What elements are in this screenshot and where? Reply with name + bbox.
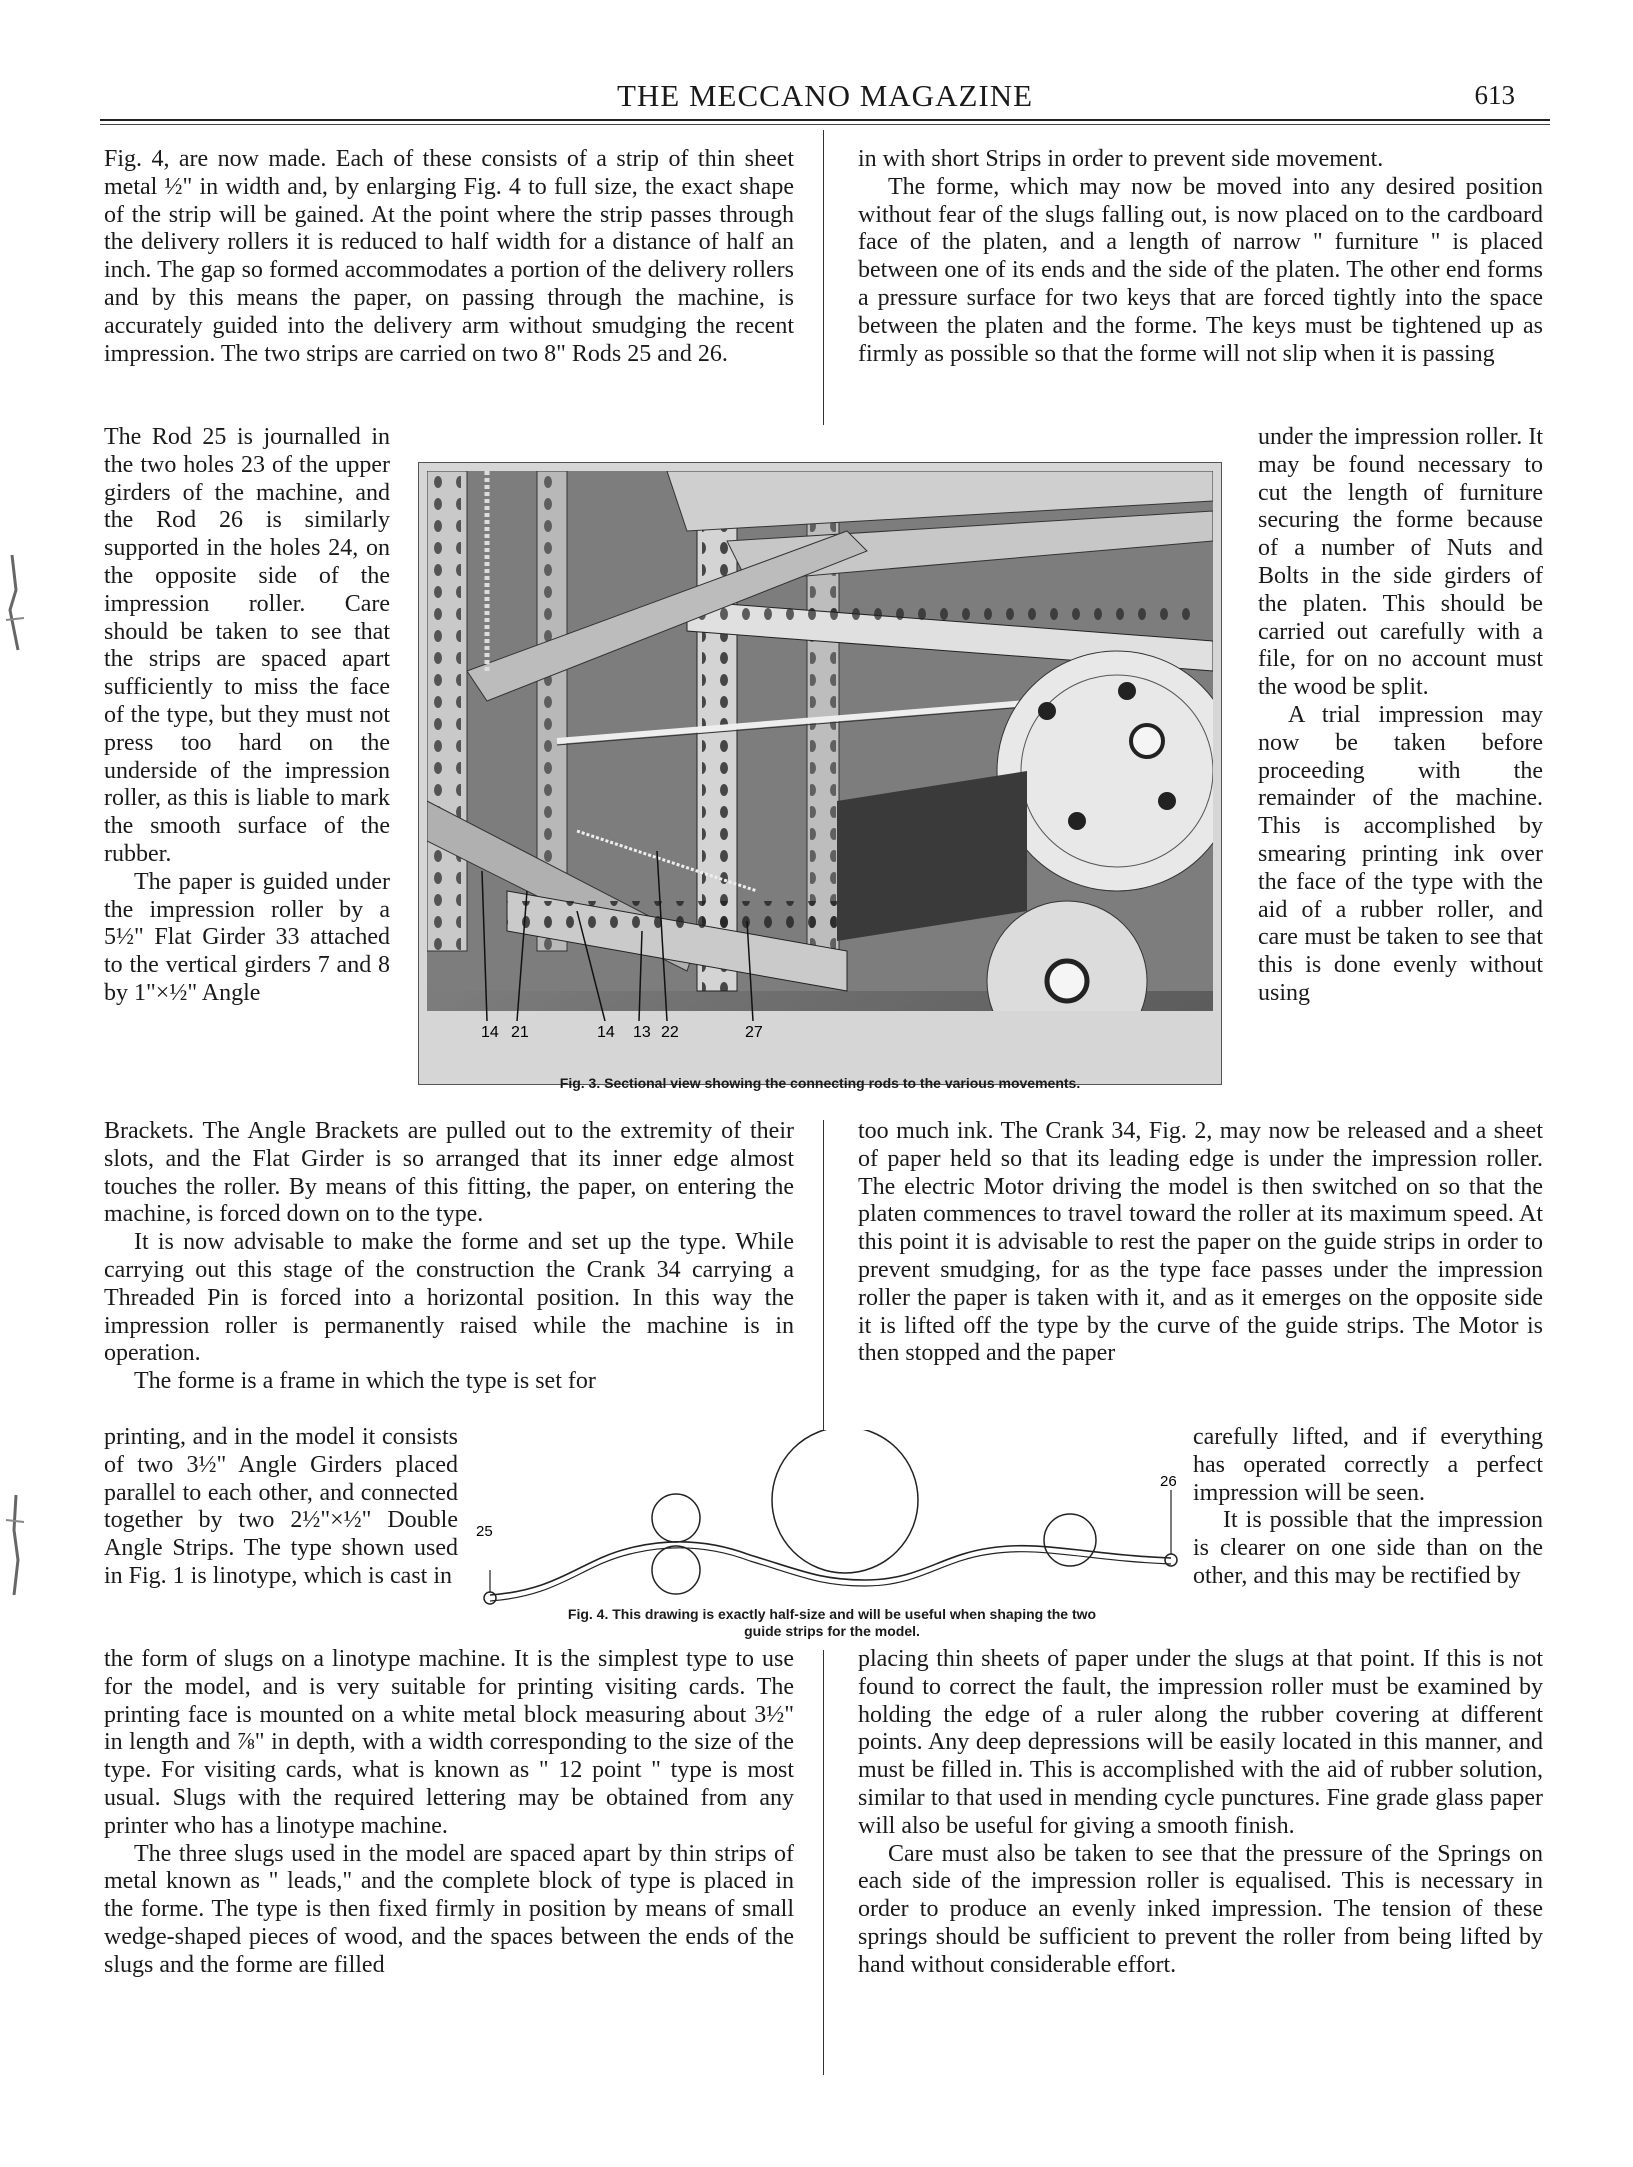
callout-label: 27 — [745, 1024, 763, 1041]
paragraph: printing, and in the model it consists of two 3½" Angle Girders placed parallel to each other, and connected together by two 2½"×½" Double Angle Strips. The type shown used in Fig. 1 is linotype, which is cast in — [104, 1424, 458, 1589]
callout-label: 14 — [481, 1024, 499, 1041]
header-rule-thin — [100, 124, 1550, 125]
paragraph: It is now advisable to make the forme and set up the type. While carrying out this stage of the construction the Crank 34 carrying a Threaded Pin is forced into a horizontal position. In this way the impression roller is permanently raised while the machine is in operation. — [104, 1229, 794, 1367]
delivery-roller-lower — [652, 1546, 700, 1594]
column1-beside-fig3-text — [104, 424, 390, 1008]
paragraph: A trial impression may now be taken before proceeding with the remainder of the machine. This is accomplished by smearing printing ink over the face of the type with the aid of a rubber roller, and care must be taken to see that this is done evenly without using — [1258, 701, 1543, 1006]
figure-4-caption — [472, 1606, 1192, 1640]
paragraph: Care must also be taken to see that the pressure of the Springs on each side of the impression roller is equalised. This is necessary in order to produce an evenly inked impression. The tension of these springs should be sufficient to prevent the roller from being lifted by hand without considerable effort. — [858, 1840, 1543, 1978]
column2-beside-fig4-text — [1193, 1424, 1543, 1591]
column-divider-top — [823, 130, 824, 425]
paragraph: The paper is guided under the impression roller by a 5½" Flat Girder 33 attached to the vertical girders 7 and 8 by 1"×½" Angle — [104, 868, 390, 1006]
figure-4-caption-line: guide strips for the model. — [744, 1623, 920, 1639]
rod-25-label: 25 — [476, 1523, 493, 1540]
column2-beside-fig3-text — [1258, 424, 1543, 1008]
paragraph: under the impression roller. It may be found necessary to cut the length of furniture securing the forme because of a number of Nuts and Bolts in the side girders of the platen. This should be carried out carefully with a file, for on no account must the wood be split. — [1258, 424, 1543, 701]
callout-label: 22 — [661, 1024, 679, 1041]
column2-middle-text — [858, 1118, 1543, 1368]
impression-roller — [772, 1430, 918, 1573]
column1-middle-text — [104, 1118, 794, 1396]
paragraph: the form of slugs on a linotype machine. It is the simplest type to use for the model, and is very suitable for printing visiting cards. The printing face is mounted on a white metal block measuring about 3½" in length and ⅞" in depth, with a width corresponding to the size of the type. For visiting cards, what is known as " 12 point " type is most usual. Slugs with the required lettering may be obtained from any printer who has a linotype machine. — [104, 1646, 794, 1839]
column1-top-text — [104, 146, 794, 368]
column-divider-middle — [823, 1120, 824, 1430]
binding-mark — [4, 550, 30, 660]
figure-3-caption: Fig. 3. Sectional view showing the connecting rods to the various movements. — [559, 1075, 1081, 1091]
column-divider-bottom — [823, 1650, 824, 2075]
page-header — [100, 78, 1550, 118]
callout-label: 14 — [597, 1024, 615, 1041]
callout-label: 13 — [633, 1024, 651, 1041]
paragraph: carefully lifted, and if everything has operated correctly a perfect impression will be seen. — [1193, 1424, 1543, 1506]
magazine-title: THE MECCANO MAGAZINE — [616, 78, 1034, 113]
paragraph: in with short Strips in order to prevent side movement. — [858, 146, 1384, 172]
mechanism-photo — [427, 471, 1213, 1043]
paragraph: The Rod 25 is journalled in the two holes 23 of the upper girders of the machine, and the Rod 26 is similarly supported in the holes 24, on the opposite side of the impression roller. Care should be taken to see that the strips are spaced apart sufficiently to miss the face of the type, but they must not press too hard on the underside of the impression roller, as this is liable to mark the smooth surface of the rubber. — [104, 424, 390, 867]
column1-beside-fig4-text — [104, 1424, 458, 1591]
binding-mark — [4, 1490, 30, 1600]
delivery-roller-upper — [652, 1494, 700, 1542]
column2-bottom-text — [858, 1646, 1543, 1980]
column2-top-text — [858, 146, 1543, 368]
figure-3 — [418, 462, 1222, 1091]
column1-bottom-text — [104, 1646, 794, 1980]
paragraph: The forme, which may now be moved into any desired position without fear of the slugs falling out, is now placed on to the cardboard face of the platen, and a length of narrow " furniture " is placed between one of its ends and the side of the platen. The other end forms a pressure surface for two keys that are forced tightly into the space between the platen and the forme. The keys must be tightened up as firmly as possible so that the forme will not slip when it is passing — [858, 173, 1543, 367]
figure-4-caption-line: Fig. 4. This drawing is exactly half-size and will be useful when shaping the two — [567, 1606, 1097, 1622]
rod-25 — [484, 1592, 496, 1604]
paragraph: The forme is a frame in which the type is set for — [134, 1368, 596, 1395]
paragraph: Brackets. The Angle Brackets are pulled out to the extremity of their slots, and the Flat Girder is so arranged that its inner edge almost touches the roller. By means of this fitting, the paper, on entering the machine, is forced down on to the type. — [104, 1118, 794, 1228]
paragraph: Fig. 4, are now made. Each of these consists of a strip of thin sheet metal ½" in width and, by enlarging Fig. 4 to full size, the exact shape of the strip will be gained. At the point where the strip passes through the delivery rollers it is reduced to half width for a distance of half an inch. The gap so formed accommodates a portion of the delivery rollers and by this means the paper, on passing through the machine, is accurately guided into the delivery arm without smudging the recent impression. The two strips are carried on two 8" Rods 25 and 26. — [104, 146, 794, 367]
paragraph: too much ink. The Crank 34, Fig. 2, may now be released and a sheet of paper held so that its leading edge is under the impression roller. The electric Motor driving the model is then switched on so that the platen commences to travel toward the roller at its maximum speed. At this point it is advisable to rest the paper on the guide strips in order to prevent smudging, for as the type face passes under the impression roller the paper is taken with it, and as it emerges on the opposite side it is lifted off the type by the curve of the guide strips. The Motor is then stopped and the paper — [858, 1118, 1543, 1367]
paragraph: placing thin sheets of paper under the slugs at that point. If this is not found to correct the fault, the impression roller must be examined by holding the edge of a ruler along the rubber covering at different points. Any deep depressions will be easily located in this manner, and must be filled in. This is accomplished with the aid of rubber solution, similar to that used in mending cycle punctures. Fine grade glass paper will also be useful for giving a smooth finish. — [858, 1646, 1543, 1839]
callout-label: 21 — [511, 1024, 529, 1041]
paragraph: The three slugs used in the model are spaced apart by thin strips of metal known as " leads," and the complete block of type is placed in the forme. The type is then fixed firmly in position by means of small wedge-shaped pieces of wood, and the spaces between the ends of the slugs and the forme are filled — [104, 1840, 794, 1978]
page-number: 613 — [1474, 80, 1515, 110]
guide-roller — [1044, 1514, 1096, 1566]
paragraph: It is possible that the impression is clearer on one side than on the other, and this may be rectified by — [1193, 1507, 1543, 1589]
rod-26-label: 26 — [1160, 1473, 1177, 1490]
header-rule — [100, 119, 1550, 121]
